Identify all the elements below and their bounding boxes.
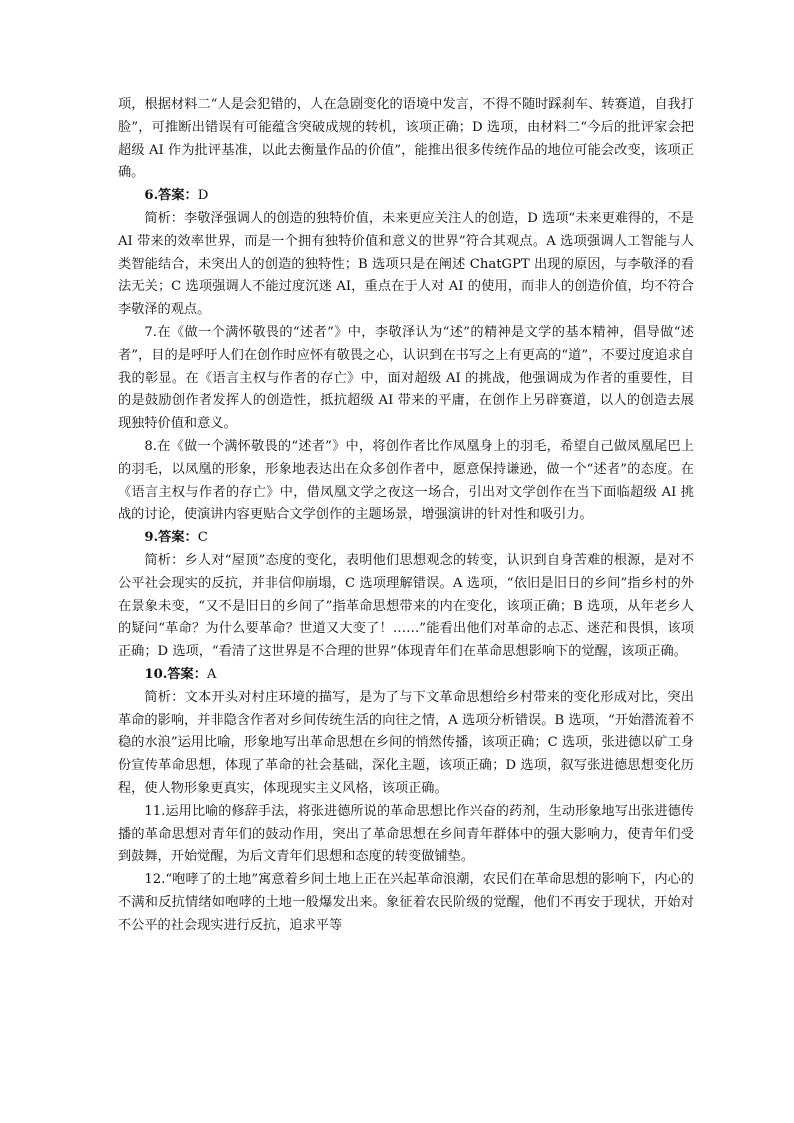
answer-6-label: 答案：	[158, 188, 198, 204]
answer-7: 7.在《做一个满怀敬畏的“述者”》中，李敬泽认为“述”的精神是文学的基本精神，倡导做“述者”，目的是呼吁人们在创作时应怀有敬畏之心，认识到在书写之上有更高的“道”，不要过度追求自我的彰显。在《语言主权与作者的存亡》中，面对超级 AI 的挑战，他强调成为作者的重要性，目的是鼓励创作者发挥人的创造性，抵抗超级 AI 带来的平庸，在创作上另辟赛道，以人的创造去展现独特价值和意义。	[118, 324, 694, 432]
answer-11: 11.运用比喻的修辞手法，将张进德所说的革命思想比作兴奋的药剂，生动形象地写出张进德传播的革命思想对青年们的鼓动作用，突出了革命思想在乡间青年群体中的强大影响力，使青年们受到鼓舞，开始觉醒，为后文青年们思想和态度的转变做铺垫。	[118, 803, 694, 865]
answer-10-label: 答案：	[167, 666, 207, 682]
paragraph-continued-analysis: 项，根据材料二“人是会犯错的，人在急剧变化的语境中发言，不得不随时踩刹车、转赛道，自我打脸”，可推断出错误有可能蕴含突破成规的转机，该项正确；D 选项，由材料二“今后的批评家会把超级 AI 作为批评基准，以此去衡量作品的价值”，能推出很多传统作品的地位可能会改变，该项正确。	[118, 97, 694, 181]
answer-9-label: 答案：	[158, 530, 198, 546]
document-page	[118, 94, 694, 937]
answer-6-value: D	[197, 188, 209, 204]
answer-8: 8.在《做一个满怀敬畏的“述者”》中，将创作者比作凤凰身上的羽毛，希望自己做凤凰尾巴上的羽毛，以凤凰的形象，形象地表达出在众多创作者中，愿意保持谦逊，做一个“述者”的态度。在《语言主权与作者的存亡》中，借凤凰文学之夜这一场合，引出对文学创作在当下面临超级 AI 挑战的讨论，使演讲内容更贴合文学创作的主题场景，增强演讲的针对性和吸引力。	[118, 438, 694, 523]
analysis-9: 简析：乡人对“屋顶”态度的变化，表明他们思想观念的转变，认识到自身苦难的根源，是对不公平社会现实的反抗，并非信仰崩塌，C 选项理解错误。A 选项，“依旧是旧日的乡间”指乡村的外在景象未变，“又不是旧日的乡间了”指革命思想带来的内在变化，该项正确；B 选项，从年老乡人的疑问“革命？为什么要革命？世道又大变了！……”能看出他们对革命的忐忑、迷茫和畏惧，该项正确；D 选项，“看清了这世界是不合理的世界”体现青年们在革命思想影响下的觉醒，该项正确。	[118, 552, 694, 660]
answer-10-number: 10.	[144, 666, 168, 682]
answer-12: 12.“咆哮了的土地”寓意着乡间土地上正在兴起革命浪潮，农民们在革命思想的影响下，内心的不满和反抗情绪如咆哮的土地一般爆发出来。象征着农民阶级的觉醒，他们不再安于现状，开始对不公平的社会现实进行反抗，追求平等	[118, 872, 694, 933]
answer-9	[118, 527, 694, 550]
analysis-6: 简析：李敬泽强调人的创造的独特价值，未来更应关注人的创造，D 选项“未来更难得的，不是 AI 带来的效率世界，而是一个拥有独特价值和意义的世界”符合其观点。A 选项强调人工智能与人类智能结合，未突出人的创造的独特性；B 选项只是在阐述 ChatGPT 出现的原因，与李敬泽的看法无关；C 选项强调人不能过度沉迷 AI，重点在于人对 AI 的使用，而非人的创造价值，均不符合李敬泽的观点。	[118, 210, 694, 318]
answer-6-number: 6.	[144, 188, 159, 204]
answer-6	[118, 185, 694, 208]
answer-10-value: A	[206, 666, 217, 682]
analysis-10: 简析：文本开头对村庄环境的描写，是为了与下文革命思想给乡村带来的变化形成对比，突出革命的影响，并非隐含作者对乡间传统生活的向往之情，A 选项分析错误。B 选项，“开始潜流着不稳的水浪”运用比喻，形象地写出革命思想在乡间的悄然传播，该项正确；C 选项，张进德以矿工身份宣传革命思想，体现了革命的社会基础，深化主题，该项正确；D 选项，叙写张进德思想变化历程，使人物形象更真实，体现现实主义风格，该项正确。	[118, 689, 694, 796]
answer-9-value: C	[197, 530, 208, 546]
answer-10	[118, 664, 694, 687]
answer-9-number: 9.	[144, 530, 159, 546]
